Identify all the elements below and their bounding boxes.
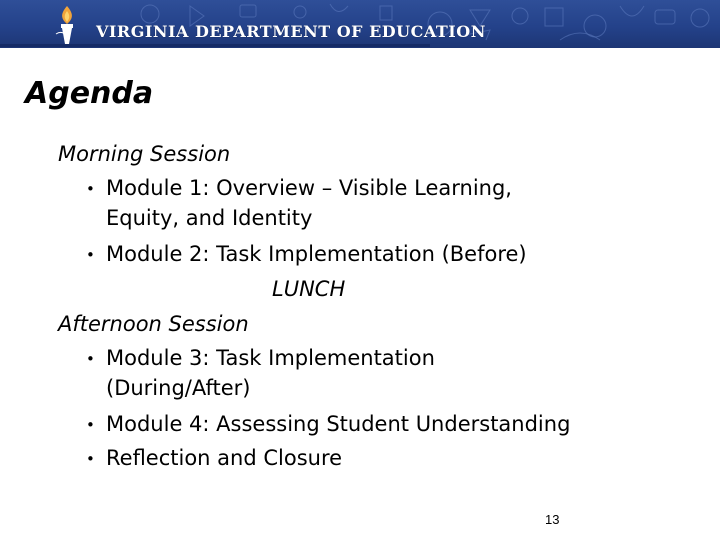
- agenda-item-module-2: Module 2: Task Implementation (Before): [106, 242, 527, 266]
- page-number: 13: [545, 512, 560, 527]
- bullet-marker: •: [86, 180, 95, 198]
- header-banner: [0, 0, 720, 48]
- torch-icon: [52, 4, 82, 46]
- agenda-item-module-1-line-1: Module 1: Overview – Visible Learning,: [106, 176, 512, 200]
- lunch-label: LUNCH: [272, 277, 346, 301]
- agenda-item-module-1-line-2: Equity, and Identity: [106, 206, 313, 230]
- organization-name: VIRGINIA DEPARTMENT OF EDUCATION: [96, 22, 486, 41]
- afternoon-session-heading: Afternoon Session: [58, 312, 249, 336]
- bullet-marker: •: [86, 416, 95, 434]
- bullet-marker: •: [86, 450, 95, 468]
- agenda-item-reflection: Reflection and Closure: [106, 446, 343, 470]
- morning-session-heading: Morning Session: [58, 142, 231, 166]
- agenda-item-module-3-line-2: (During/After): [106, 376, 251, 400]
- agenda-item-module-4: Module 4: Assessing Student Understanding: [106, 412, 571, 436]
- banner-underline: [0, 44, 430, 47]
- slide-title: Agenda: [25, 76, 154, 111]
- bullet-marker: •: [86, 350, 95, 368]
- bullet-marker: •: [86, 246, 95, 264]
- agenda-item-module-3-line-1: Module 3: Task Implementation: [106, 346, 435, 370]
